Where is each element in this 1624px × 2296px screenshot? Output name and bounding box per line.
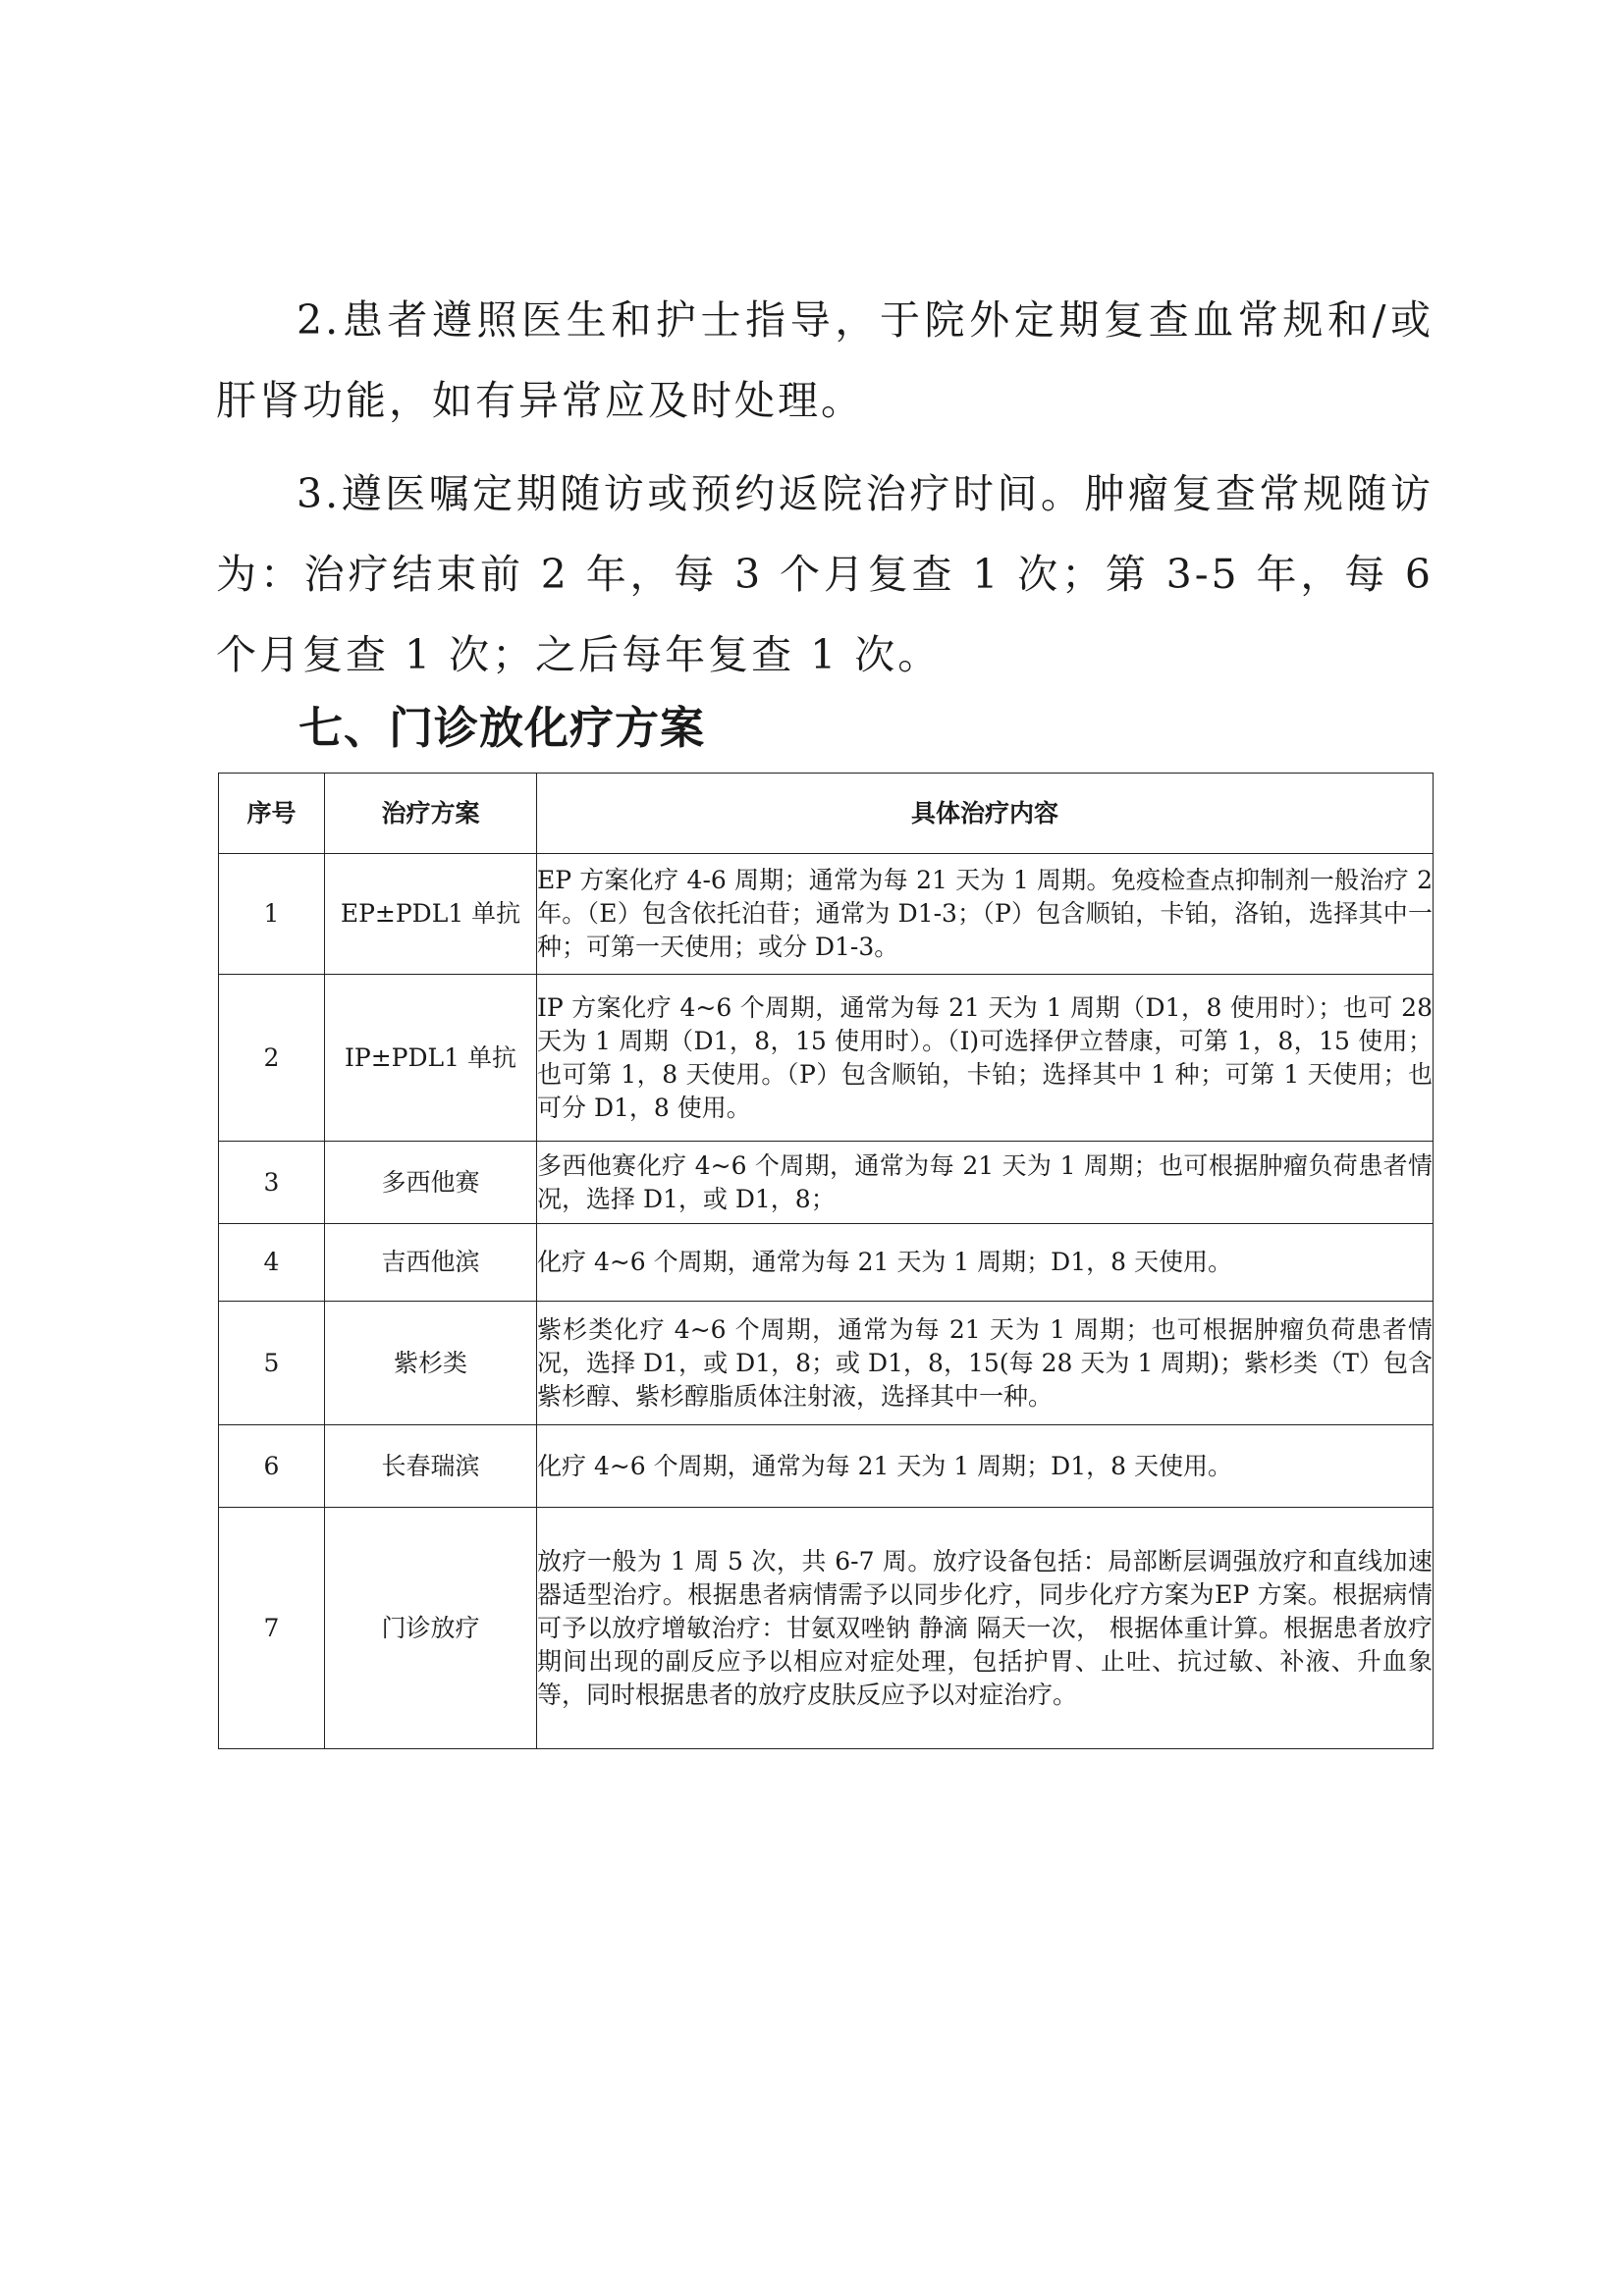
row-detail xyxy=(537,1302,1434,1425)
table-row xyxy=(219,1425,1434,1508)
header-num: 序号 xyxy=(219,774,325,854)
row-plan-name: 门诊放疗 xyxy=(325,1508,537,1749)
row-detail xyxy=(537,1508,1434,1749)
table-row xyxy=(219,975,1434,1142)
row-num: 4 xyxy=(219,1224,325,1302)
row-plan-name: 多西他赛 xyxy=(325,1142,537,1224)
row-num: 6 xyxy=(219,1425,325,1508)
treatment-plan-table xyxy=(218,773,1434,1749)
follow-up-item-3: 3.遵医嘱定期随访或预约返院治疗时间。肿瘤复查常规随访为：治疗结束前 2 年，每 3 个月复查 1 次；第 3-5 年，每 6 个月复查 1 次；之后每年复查 1 次。 xyxy=(216,470,1434,678)
row-plan-name: EP±PDL1 单抗 xyxy=(325,854,537,975)
row-num: 3 xyxy=(219,1142,325,1224)
row-num: 2 xyxy=(219,975,325,1142)
row-detail-text: EP 方案化疗 4-6 周期；通常为每 21 天为 1 周期。免疫检查点抑制剂一般治疗 2 年。（E）包含依托泊苷；通常为 D1-3；（P）包含顺铂，卡铂，洛铂，选择其中一种；可第一天使用；或分 D1-3。 xyxy=(537,866,1433,961)
table-row xyxy=(219,1302,1434,1425)
row-detail-text: 化疗 4~6 个周期，通常为每 21 天为 1 周期；D1，8 天使用。 xyxy=(537,1451,1232,1480)
row-plan-name: 长春瑞滨 xyxy=(325,1425,537,1508)
row-num: 5 xyxy=(219,1302,325,1425)
table-row xyxy=(219,1224,1434,1302)
section-title: 七、门诊放化疗方案 xyxy=(298,702,706,754)
row-detail-text: 紫杉类化疗 4~6 个周期，通常为每 21 天为 1 周期；也可根据肿瘤负荷患者情况，选择 D1，或 D1，8；或 D1，8，15(每 28 天为 1 周期)；紫杉类（T）包含紫杉醇、紫杉醇脂质体注射液，选择其中一种。 xyxy=(537,1314,1433,1411)
table-row xyxy=(219,1508,1434,1749)
row-num: 1 xyxy=(219,854,325,975)
row-plan-name: 紫杉类 xyxy=(325,1302,537,1425)
table-row xyxy=(219,854,1434,975)
row-detail xyxy=(537,854,1434,975)
row-detail-text: 化疗 4~6 个周期，通常为每 21 天为 1 周期；D1，8 天使用。 xyxy=(537,1248,1232,1276)
row-detail-text: 放疗一般为 1 周 5 次，共 6-7 周。放疗设备包括：局部断层调强放疗和直线加速器适型治疗。根据患者病情需予以同步化疗，同步化疗方案为EP 方案。根据病情可予以放疗增敏治疗：甘氨双唑钠 静滴 隔天一次， 根据体重计算。根据患者放疗期间出现的副反应予以相应对症处理，包括护胃、止吐、抗过敏、补液、升血象等，同时根据患者的放疗皮肤反应予以对症治疗。 xyxy=(537,1546,1433,1709)
row-detail-text: IP 方案化疗 4~6 个周期，通常为每 21 天为 1 周期（D1，8 使用时）；也可 28 天为 1 周期（D1，8，15 使用时）。（I)可选择伊立替康，可第 1，8，15 使用；也可第 1，8 天使用。（P）包含顺铂，卡铂；选择其中 1 种；可第 1 天使用；也可分 D1，8 使用。 xyxy=(537,992,1433,1122)
header-detail: 具体治疗内容 xyxy=(537,774,1434,854)
row-plan-name: IP±PDL1 单抗 xyxy=(325,975,537,1142)
row-detail-text: 多西他赛化疗 4~6 个周期，通常为每 21 天为 1 周期；也可根据肿瘤负荷患者情况，选择 D1，或 D1，8； xyxy=(537,1150,1433,1213)
row-detail xyxy=(537,1142,1434,1224)
row-detail xyxy=(537,1425,1434,1508)
table-header-row xyxy=(219,774,1434,854)
row-detail xyxy=(537,975,1434,1142)
row-detail xyxy=(537,1224,1434,1302)
header-name: 治疗方案 xyxy=(325,774,537,854)
row-plan-name: 吉西他滨 xyxy=(325,1224,537,1302)
follow-up-item-2: 2.患者遵照医生和护士指导，于院外定期复查血常规和/或肝肾功能，如有异常应及时处理。 xyxy=(216,296,1434,424)
table-row xyxy=(219,1142,1434,1224)
row-num: 7 xyxy=(219,1508,325,1749)
